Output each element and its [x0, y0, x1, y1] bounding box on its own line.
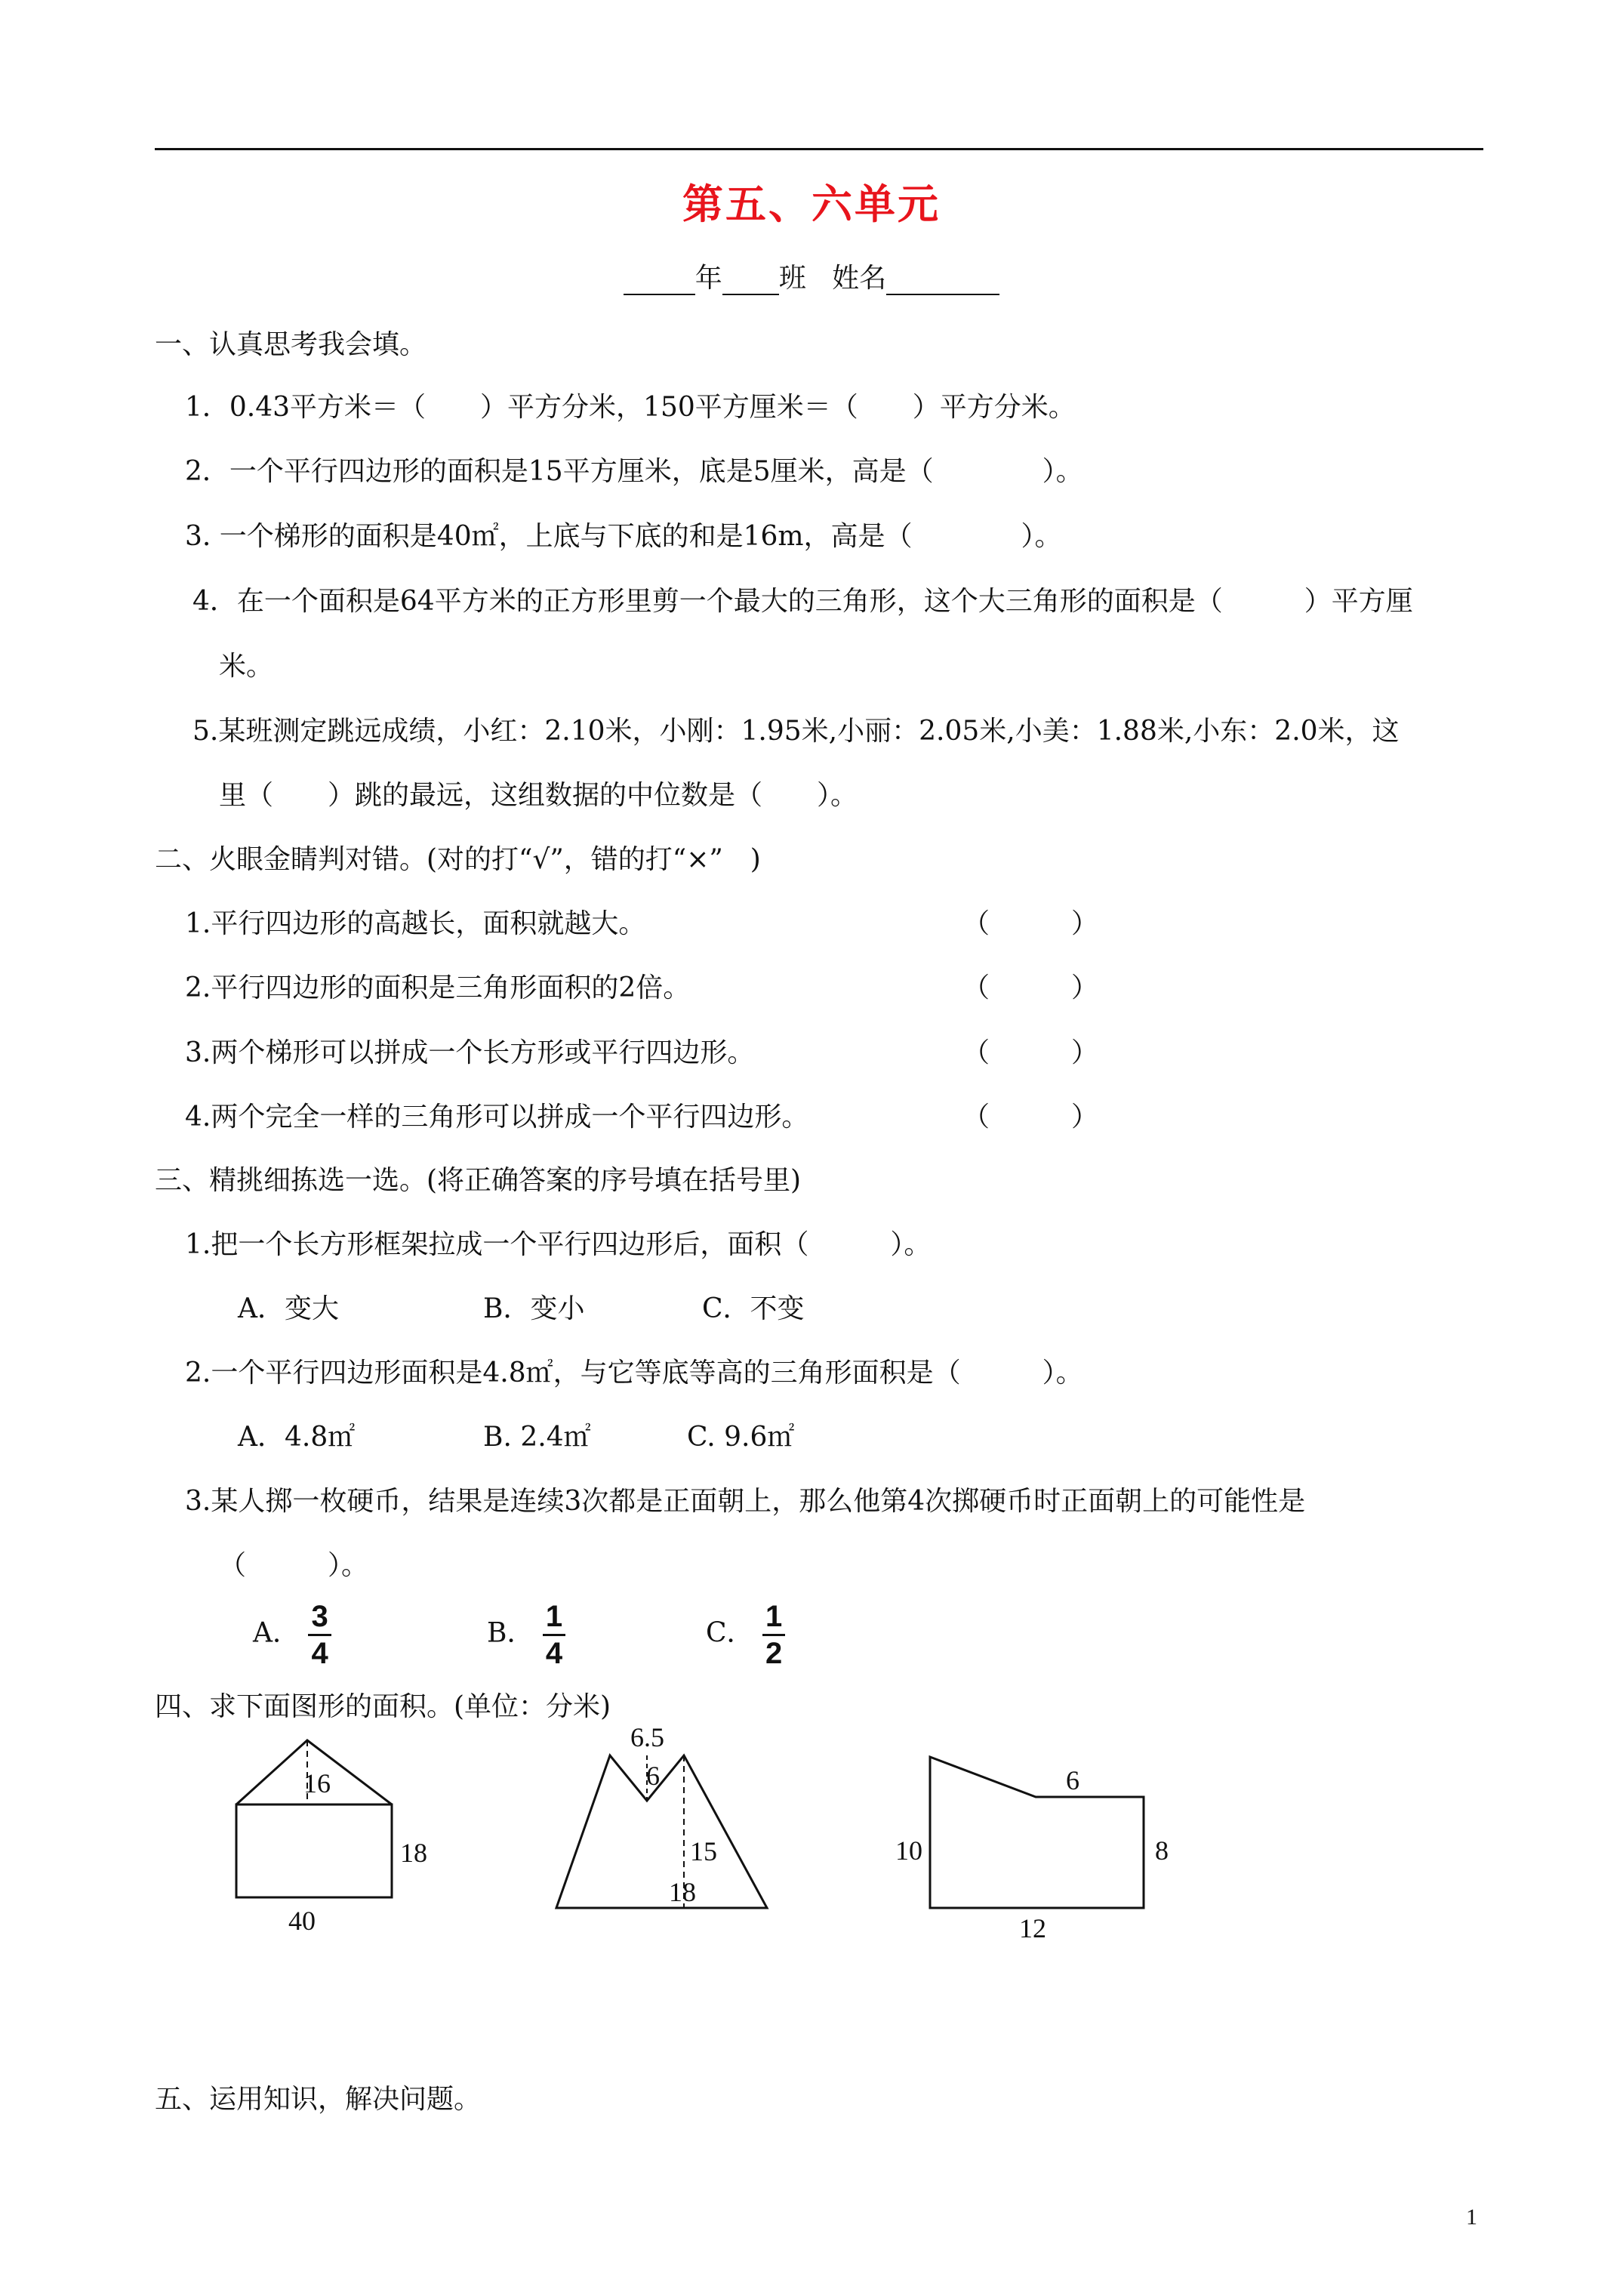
name-label: 姓名	[832, 263, 887, 294]
fig1-label-side: 18	[400, 1838, 427, 1868]
s2-answer-paren-3[interactable]: （ ）	[962, 1037, 1099, 1068]
s3-q2-option-a[interactable]: A．4.8㎡	[238, 1422, 356, 1453]
s1-question-1: 1．0.43平方米＝（ ）平方分米，150平方厘米＝（ ）平方分米。	[185, 392, 1076, 423]
section1-heading: 一、认真思考我会填。	[155, 329, 427, 360]
fraction-one-quarter: $\frac{1}{4}$	[543, 1599, 565, 1671]
s3-q2-option-c[interactable]: C. 9.6㎡	[687, 1422, 795, 1453]
section3-heading: 三、精挑细拣选一选。(将正确答案的序号填在括号里)	[155, 1165, 802, 1196]
s2-question-3: 3.两个梯形可以拼成一个长方形或平行四边形。	[185, 1037, 755, 1068]
grade-label: 年	[694, 263, 722, 294]
fig1-rectangle	[236, 1804, 392, 1897]
page-title: 第五、六单元	[682, 180, 941, 228]
fig1-label-base: 40	[288, 1906, 316, 1936]
figure-notched-trapezoid	[556, 1722, 767, 1908]
fig2-label-notch: 6	[646, 1761, 660, 1791]
s1-question-3: 3. 一个梯形的面积是40㎡，上底与下底的和是16m，高是（ ）。	[185, 521, 1062, 552]
s2-answer-paren-4[interactable]: （ ）	[962, 1102, 1099, 1133]
fig2-polygon	[556, 1755, 767, 1908]
fig1-label-height: 16	[303, 1768, 331, 1798]
s3-question-3-cont: （ ）。	[219, 1550, 369, 1581]
s3-q1-option-a[interactable]: A．变大	[238, 1293, 339, 1324]
s2-answer-paren-1[interactable]: （ ）	[962, 908, 1099, 939]
s2-question-1: 1.平行四边形的高越长，面积就越大。	[185, 908, 646, 939]
section5-heading: 五、运用知识，解决问题。	[155, 2084, 482, 2115]
fig3-label-base: 12	[1019, 1913, 1046, 1943]
option-a-label: A．	[253, 1617, 300, 1649]
fig3-label-right: 8	[1155, 1835, 1169, 1866]
fig2-label-base: 18	[669, 1877, 696, 1907]
s2-question-4: 4.两个完全一样的三角形可以拼成一个平行四边形。	[185, 1102, 809, 1133]
fig3-label-top: 6	[1066, 1765, 1079, 1795]
s1-question-2: 2．一个平行四边形的面积是15平方厘米，底是5厘米，高是（ ）。	[185, 456, 1083, 487]
fig3-polygon	[930, 1757, 1144, 1908]
s2-question-2: 2.平行四边形的面积是三角形面积的2倍。	[185, 972, 691, 1003]
fig2-label-height: 15	[690, 1836, 717, 1866]
s3-question-1: 1.把一个长方形框架拉成一个平行四边形后，面积（ ）。	[185, 1229, 932, 1260]
fraction-three-quarters: $\frac{3}{4}$	[308, 1599, 331, 1671]
figure-house-shape	[236, 1740, 427, 1936]
s3-q2-option-b[interactable]: B. 2.4㎡	[483, 1422, 591, 1453]
s1-question-5-cont: 里（ ）跳的最远，这组数据的中位数是（ ）。	[219, 780, 858, 811]
s1-question-4: 4．在一个面积是64平方米的正方形里剪一个最大的三角形，这个大三角形的面积是（ ）平方厘	[192, 586, 1413, 617]
page-number: 1	[1466, 2205, 1477, 2230]
s3-question-2: 2.一个平行四边形面积是4.8㎡，与它等底等高的三角形面积是（ ）。	[185, 1358, 1083, 1388]
figure-pentagon	[895, 1757, 1169, 1943]
s1-question-4-cont: 米。	[219, 651, 274, 682]
fig3-label-left: 10	[895, 1835, 922, 1866]
fig2-label-top: 6.5	[630, 1722, 664, 1752]
s2-answer-paren-2[interactable]: （ ）	[962, 972, 1099, 1003]
s3-question-3: 3.某人掷一枚硬币，结果是连续3次都是正面朝上，那么他第4次掷硬币时正面朝上的可能性是	[185, 1486, 1306, 1517]
option-c-label: C．	[706, 1617, 754, 1649]
class-label: 班	[778, 263, 806, 294]
s1-question-5: 5.某班测定跳远成绩，小红：2.10米，小刚：1.95米,小丽：2.05米,小美：1.88米,小东：2.0米，这	[192, 716, 1400, 747]
section2-heading: 二、火眼金睛判对错。(对的打“√”，错的打“×” )	[155, 844, 761, 875]
section4-heading: 四、求下面图形的面积。(单位：分米)	[155, 1691, 611, 1722]
s3-q1-option-b[interactable]: B．变小	[483, 1293, 585, 1324]
s3-q1-option-c[interactable]: C．不变	[702, 1293, 805, 1324]
fraction-one-half: $\frac{1}{2}$	[762, 1599, 785, 1671]
option-b-label: B．	[487, 1617, 534, 1649]
